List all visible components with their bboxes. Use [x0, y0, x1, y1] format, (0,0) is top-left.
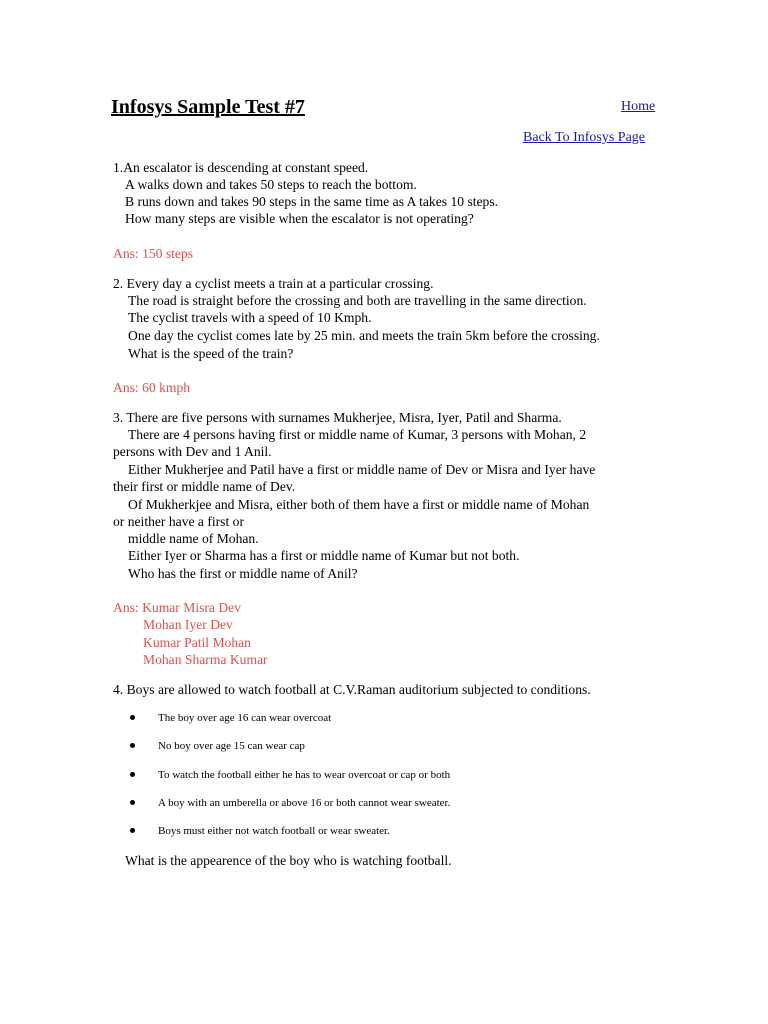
- q2-answer: Ans: 60 kmph: [113, 380, 191, 395]
- condition-text: To watch the football either he has to wear overcoat or cap or both: [158, 769, 451, 781]
- back-to-infosys-link[interactable]: Back To Infosys Page: [523, 130, 646, 145]
- bullet-icon: [130, 772, 135, 777]
- q1-line: A walks down and takes 50 steps to reach the bottom.: [125, 177, 417, 192]
- q4-question: What is the appearence of the boy who is watching football.: [125, 853, 452, 868]
- q1-line: How many steps are visible when the escalator is not operating?: [125, 211, 474, 226]
- q2-line: The road is straight before the crossing and both are travelling in the same direction.: [128, 293, 587, 308]
- q3-line: Either Iyer or Sharma has a first or middle name of Kumar but not both.: [128, 548, 520, 563]
- q3-answer: Mohan Sharma Kumar: [143, 652, 268, 667]
- page-title: Infosys Sample Test #7: [111, 96, 305, 118]
- q3-line: Of Mukherkjee and Misra, either both of them have a first or middle name of Mohan: [128, 497, 590, 512]
- condition-text: The boy over age 16 can wear overcoat: [158, 712, 332, 724]
- condition-text: A boy with an umberella or above 16 or both cannot wear sweater.: [158, 797, 451, 809]
- bullet-icon: [130, 828, 135, 833]
- q1-answer: Ans: 150 steps: [113, 246, 194, 261]
- q3-answer: Ans: Kumar Misra Dev: [113, 600, 241, 615]
- bullet-icon: [130, 800, 135, 805]
- condition-text: No boy over age 15 can wear cap: [158, 740, 305, 752]
- q3-answer: Mohan Iyer Dev: [143, 617, 233, 632]
- bullet-icon: [130, 715, 135, 720]
- q4-intro: 4. Boys are allowed to watch football at C.V.Raman auditorium subjected to conditions.: [113, 682, 591, 697]
- q3-line: Either Mukherjee and Patil have a first or middle name of Dev or Misra and Iyer have: [128, 462, 596, 477]
- q2-line: One day the cyclist comes late by 25 min. and meets the train 5km before the crossing.: [128, 328, 600, 343]
- q3-answer: Kumar Patil Mohan: [143, 635, 251, 650]
- q3-line: There are 4 persons having first or middle name of Kumar, 3 persons with Mohan, 2: [128, 427, 587, 442]
- q1-line: 1.An escalator is descending at constant speed.: [113, 160, 369, 175]
- condition-text: Boys must either not watch football or wear sweater.: [158, 825, 390, 837]
- q3-line: persons with Dev and 1 Anil.: [113, 444, 272, 459]
- q1-line: B runs down and takes 90 steps in the same time as A takes 10 steps.: [125, 194, 499, 209]
- q2-line: What is the speed of the train?: [128, 346, 294, 361]
- q3-line: or neither have a first or: [113, 514, 244, 529]
- q3-line: their first or middle name of Dev.: [113, 479, 296, 494]
- bullet-icon: [130, 743, 135, 748]
- q3-line: middle name of Mohan.: [128, 531, 259, 546]
- q3-line: 3. There are five persons with surnames Mukherjee, Misra, Iyer, Patil and Sharma.: [113, 410, 562, 425]
- q3-line: Who has the first or middle name of Anil?: [128, 566, 358, 581]
- q2-line: The cyclist travels with a speed of 10 Kmph.: [128, 310, 372, 325]
- q2-line: 2. Every day a cyclist meets a train at a particular crossing.: [113, 276, 434, 291]
- home-link[interactable]: Home: [621, 99, 656, 114]
